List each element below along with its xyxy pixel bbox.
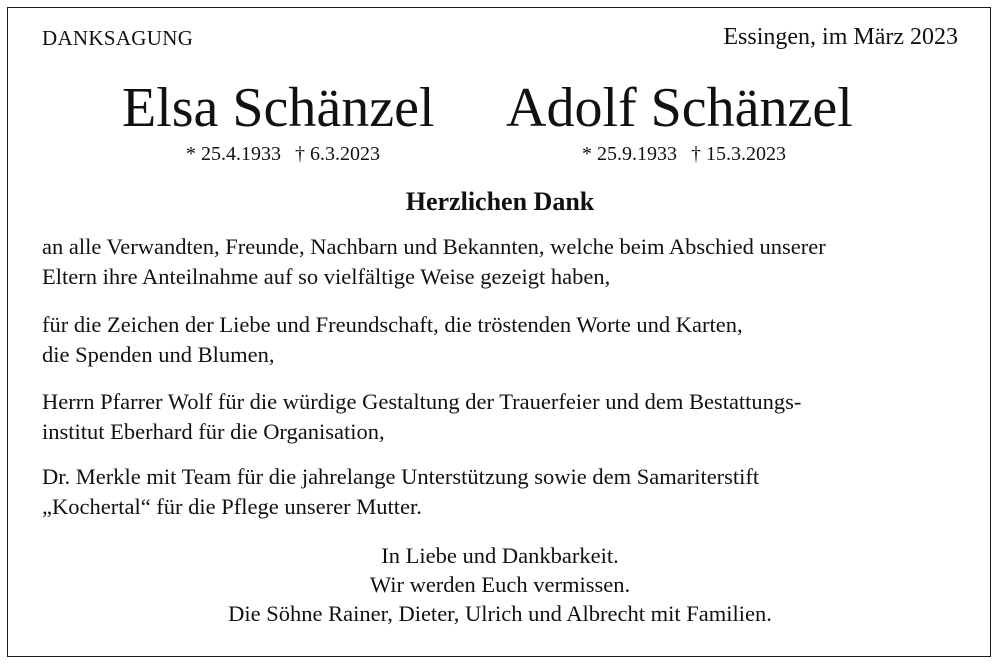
paragraph-line: Eltern ihre Anteilnahme auf so vielfältige Weise gezeigt haben,	[42, 264, 611, 289]
thanks-paragraph-4	[42, 462, 962, 522]
birth-date-2: * 25.9.1933	[582, 143, 677, 165]
closing-signature	[0, 541, 1000, 628]
thanks-paragraph-2	[42, 310, 962, 370]
deceased-dates-2	[582, 143, 786, 166]
paragraph-line: für die Zeichen der Liebe und Freundschaft, die tröstenden Worte und Karten,	[42, 312, 743, 337]
deceased-name-1: Elsa Schänzel	[122, 77, 435, 139]
thanks-paragraph-3	[42, 387, 962, 447]
paragraph-line: Herrn Pfarrer Wolf für die würdige Gestaltung der Trauerfeier und dem Bestattungs-	[42, 389, 802, 414]
thanks-heading: Herzlichen Dank	[405, 187, 595, 216]
death-date-2: † 15.3.2023	[691, 143, 786, 165]
thanks-paragraph-1	[42, 232, 962, 292]
closing-line-2: Wir werden Euch vermissen.	[369, 572, 631, 597]
paragraph-line: die Spenden und Blumen,	[42, 342, 275, 367]
paragraph-line: Dr. Merkle mit Team für die jahrelange Unterstützung sowie dem Samariterstift	[42, 464, 760, 489]
birth-date-1: * 25.4.1933	[186, 143, 281, 165]
deceased-dates-1	[186, 143, 380, 166]
paragraph-line: institut Eberhard für die Organisation,	[42, 419, 385, 444]
closing-line-1: In Liebe und Dankbarkeit.	[381, 543, 619, 568]
death-date-1: † 6.3.2023	[295, 143, 380, 165]
deceased-name-2: Adolf Schänzel	[506, 77, 853, 139]
closing-line-3: Die Söhne Rainer, Dieter, Ulrich und Albrecht mit Familien.	[228, 601, 772, 626]
paragraph-line: an alle Verwandten, Freunde, Nachbarn und Bekannten, welche beim Abschied unserer	[42, 234, 826, 259]
notice-type-label: DANKSAGUNG	[42, 26, 194, 50]
place-date: Essingen, im März 2023	[723, 24, 958, 50]
paragraph-line: „Kochertal“ für die Pflege unserer Mutter.	[42, 494, 422, 519]
